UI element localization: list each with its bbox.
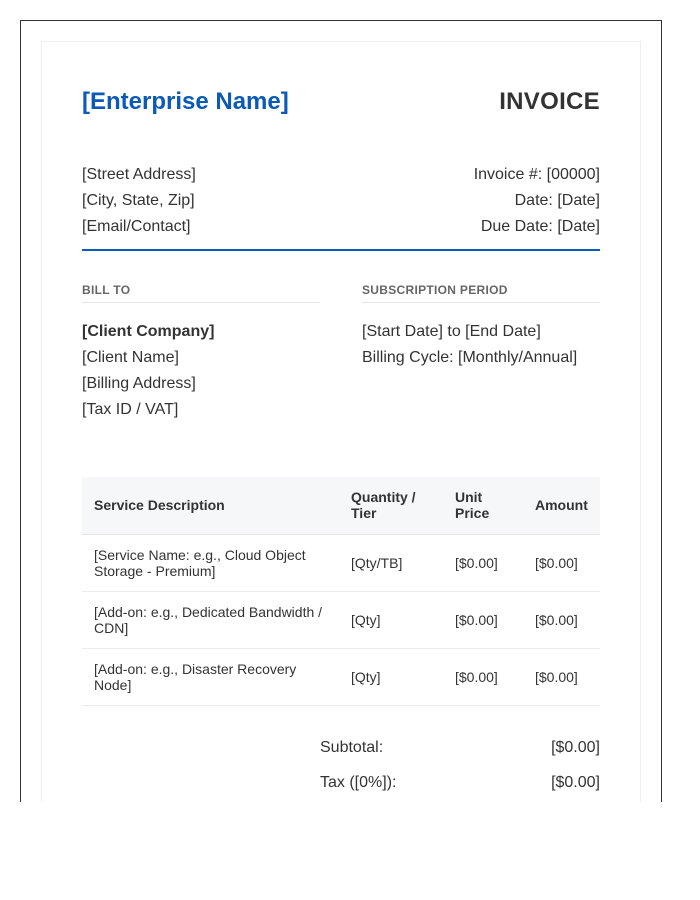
- row-amount: [$0.00]: [523, 648, 600, 705]
- city-state-zip: [City, State, Zip]: [82, 192, 195, 209]
- invoice-number: Invoice #: [00000]: [473, 166, 600, 183]
- billing-address: [Billing Address]: [82, 375, 196, 392]
- invoice-date: Date: [Date]: [514, 192, 600, 209]
- company-name: [Enterprise Name]: [82, 88, 289, 115]
- company-address: [82, 162, 196, 240]
- subscription-details: [362, 319, 600, 371]
- bill-to-details: [82, 319, 320, 423]
- header-service-description: Service Description: [82, 477, 339, 534]
- header-quantity-tier: Quantity / Tier: [339, 477, 443, 534]
- tax-id: [Tax ID / VAT]: [82, 401, 179, 418]
- table-row: [82, 591, 600, 648]
- row-description: [Service Name: e.g., Cloud Object Storage - Premium]: [82, 534, 339, 591]
- totals-section: [320, 737, 600, 802]
- row-unit-price: [$0.00]: [443, 648, 523, 705]
- row-description: [Add-on: e.g., Dedicated Bandwidth / CDN]: [82, 591, 339, 648]
- invoice-title: INVOICE: [499, 88, 600, 115]
- table-header-row: [82, 477, 600, 534]
- table-row: [82, 534, 600, 591]
- tax-row: [320, 772, 600, 802]
- tax-value: [$0.00]: [551, 774, 600, 791]
- header-amount: Amount: [523, 477, 600, 534]
- bill-to-section: [82, 282, 320, 423]
- row-amount: [$0.00]: [523, 591, 600, 648]
- subtotal-row: [320, 737, 600, 772]
- client-name: [Client Name]: [82, 349, 179, 366]
- invoice-meta: [474, 162, 600, 240]
- street-address: [Street Address]: [82, 166, 196, 183]
- client-company: [Client Company]: [82, 323, 215, 340]
- table-row: [82, 648, 600, 705]
- row-amount: [$0.00]: [523, 534, 600, 591]
- row-unit-price: [$0.00]: [443, 534, 523, 591]
- document-frame: [20, 20, 662, 802]
- subscription-period-section: [362, 282, 600, 371]
- line-items-table: [82, 477, 600, 706]
- row-description: [Add-on: e.g., Disaster Recovery Node]: [82, 648, 339, 705]
- subtotal-value: [$0.00]: [551, 739, 600, 756]
- subscription-period-heading: SUBSCRIPTION PERIOD: [362, 282, 600, 303]
- row-quantity: [Qty]: [339, 591, 443, 648]
- header-unit-price: Unit Price: [443, 477, 523, 534]
- invoice-sheet: [41, 41, 641, 802]
- row-unit-price: [$0.00]: [443, 591, 523, 648]
- billing-cycle: Billing Cycle: [Monthly/Annual]: [362, 349, 578, 366]
- subtotal-label: Subtotal:: [320, 739, 384, 756]
- subscription-range: [Start Date] to [End Date]: [362, 323, 541, 340]
- invoice-due-date: Due Date: [Date]: [480, 218, 600, 235]
- email-contact: [Email/Contact]: [82, 218, 191, 235]
- tax-label: Tax ([0%]):: [320, 774, 397, 791]
- header-divider: [82, 249, 600, 251]
- row-quantity: [Qty]: [339, 648, 443, 705]
- bill-to-heading: BILL TO: [82, 282, 320, 303]
- row-quantity: [Qty/TB]: [339, 534, 443, 591]
